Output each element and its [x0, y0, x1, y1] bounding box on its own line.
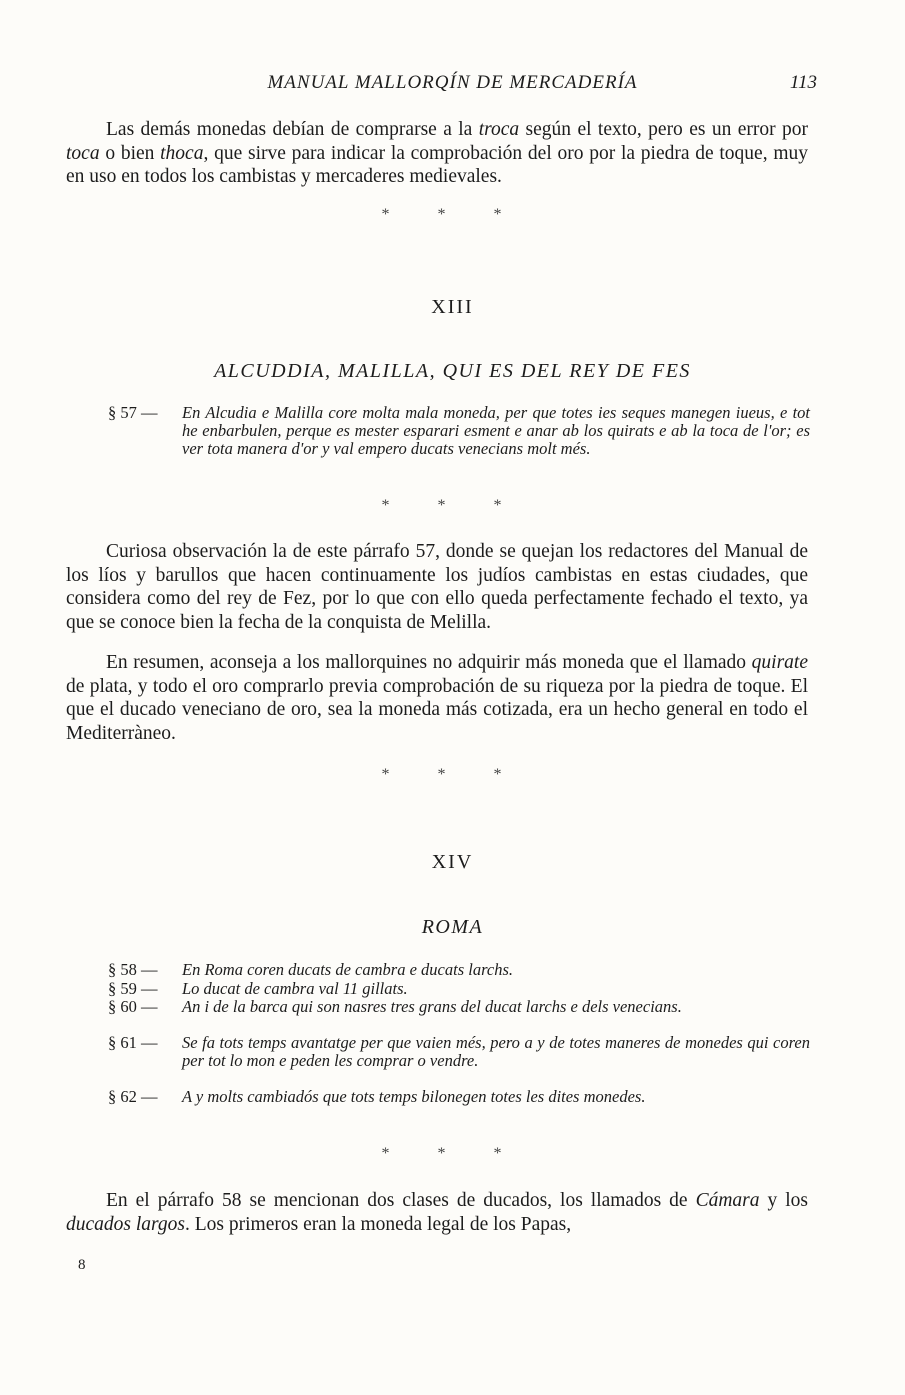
closing-text-3: . Los primeros eran la moneda legal de los Papas, [185, 1213, 572, 1235]
signature-mark: 8 [78, 1257, 86, 1273]
closing-em-camara: Cámara [695, 1190, 760, 1211]
running-head [0, 72, 905, 98]
closing-em-ducados-largos: ducados largos [66, 1213, 185, 1235]
separator-stars: * * * [381, 497, 524, 514]
paragraph-text: Se fa tots temps avantatge per que vaien més, pero a y de totes maneres de monedes qui coren per tot lo mon e peden les comprar o vendre. [182, 1033, 810, 1070]
paragraph-text: Lo ducat de cambra val 11 gillats. [182, 979, 408, 998]
page-number: 113 [789, 72, 817, 93]
intro-paragraph [66, 118, 808, 189]
intro-text-1: Las demás monedas debían de comprarse a la [106, 119, 479, 140]
paragraph-text: An i de la barca qui son nasres tres grans del ducat larchs e dels venecians. [182, 997, 682, 1016]
separator-stars: * * * [381, 766, 524, 783]
commentary-text-1: En resumen, aconseja a los mallorquines no adquirir más moneda que el llamado [106, 652, 752, 673]
paragraph-number: § 61 — [108, 1033, 158, 1052]
running-title: MANUAL MALLORQÍN DE MERCADERÍA [267, 72, 638, 93]
paragraph-number: § 62 — [108, 1087, 158, 1106]
intro-text-2: según el texto, pero es un error por [519, 119, 808, 140]
closing-text-1: En el párrafo 58 se mencionan dos clases de ducados, los llamados de [106, 1190, 696, 1211]
section-number-xiii: XIII [431, 296, 474, 318]
section-title-xiv: ROMA [421, 916, 484, 938]
intro-text-4: , que sirve para indicar la comprobación del oro por la piedra de toque, muy en uso en todos los cambistas y mercaderes medievales. [66, 142, 808, 187]
paragraph-number: § 59 — [108, 979, 158, 998]
section-paragraph-61 [108, 1034, 810, 1070]
paragraph-number: § 58 — [108, 960, 158, 979]
commentary-paragraph-1: Curiosa observación la de este párrafo 57, donde se quejan los redactores del Manual de los líos y barullos que hacen continuamente los judíos cambistas en estas ciudades, que considera como del rey de Fez, por lo que con ello queda perfectamente fechado el texto, ya que se conoce bien la fecha de la conquista de Melilla. [66, 541, 808, 633]
section-paragraph-60 [108, 998, 810, 1016]
separator-stars: * * * [381, 206, 524, 223]
section-paragraph-58 [108, 961, 810, 979]
intro-em-toca: toca [66, 142, 100, 164]
paragraph-text: A y molts cambiadós que tots temps bilonegen totes les dites monedes. [182, 1087, 646, 1106]
section-paragraph-57 [108, 404, 810, 458]
intro-em-troca: troca [478, 119, 520, 140]
paragraph-text: En Roma coren ducats de cambra e ducats larchs. [182, 960, 514, 979]
intro-em-thoca: thoca [160, 142, 204, 164]
section-title-xiii: ALCUDDIA, MALILLA, QUI ES DEL REY DE FES [214, 360, 691, 382]
section-paragraph-59 [108, 980, 810, 998]
commentary-paragraph-2 [66, 651, 808, 745]
section-paragraph-62 [108, 1088, 810, 1106]
commentary-text-2: de plata, y todo el oro comprarlo previa comprobación de su riqueza por la piedra de toque. El que el ducado veneciano de oro, sea la moneda más cotizada, era un hecho general en todo el Mediterràneo. [66, 675, 808, 744]
separator-stars: * * * [381, 1145, 524, 1162]
paragraph-text: En Alcudia e Malilla core molta mala moneda, per que totes ies seques manegen iueus, e tot he enbarbulen, perque es mester esparari esment e anar ab los quirats e ab la toca de l'or; es ver tota manera d'or y val empero ducats venecians molt més. [182, 403, 810, 458]
closing-paragraph [66, 1189, 808, 1236]
intro-text-3: o bien [99, 142, 161, 164]
paragraph-number: § 57 — [108, 403, 158, 422]
section-number-xiv: XIV [431, 851, 474, 873]
closing-text-2: y los [759, 1190, 808, 1211]
paragraph-number: § 60 — [108, 997, 158, 1016]
commentary-em-quirate: quirate [751, 652, 808, 673]
